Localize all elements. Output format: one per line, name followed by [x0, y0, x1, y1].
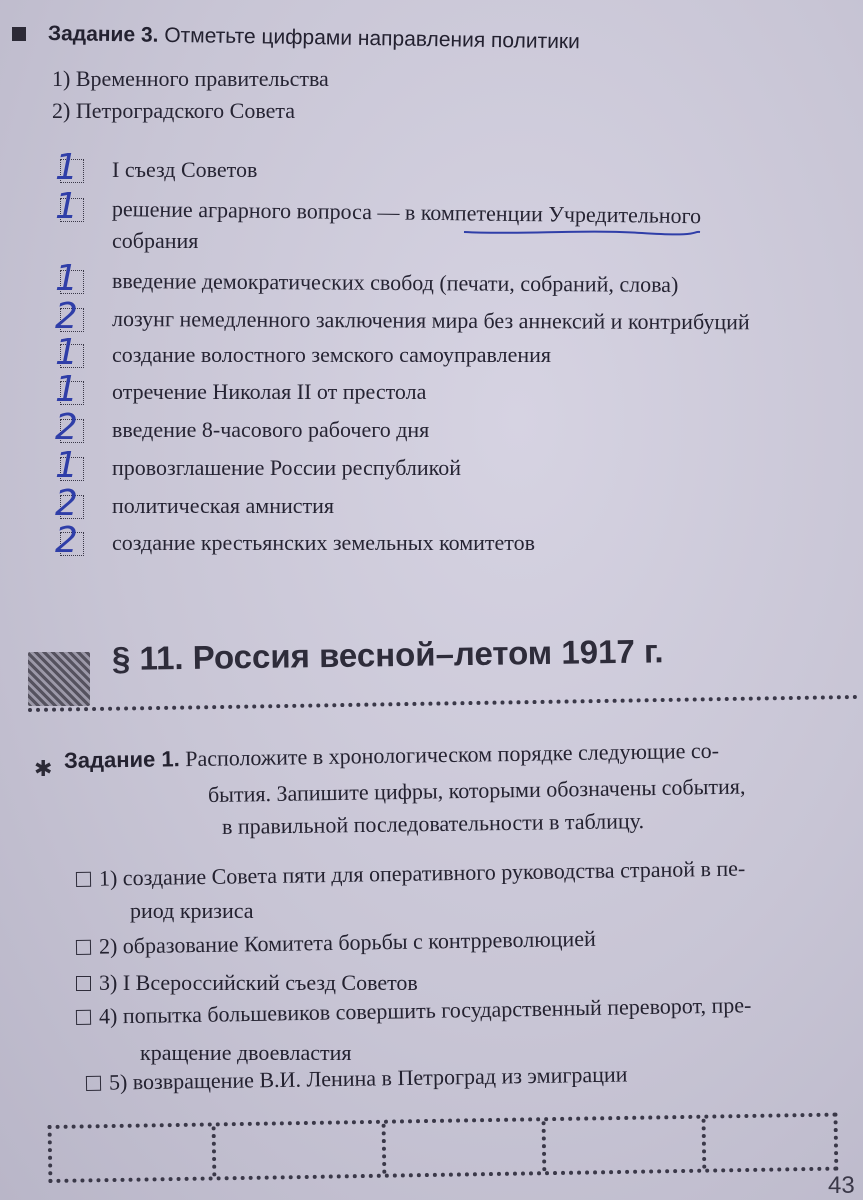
- task3-option-1: 1) Временного правительства: [52, 66, 329, 91]
- event-item: [76, 855, 746, 892]
- task3-prompt: Отметьте цифрами направления политики: [164, 23, 581, 54]
- event-item: [76, 926, 596, 960]
- task1-heading: [64, 738, 719, 774]
- task1-line2: бытия. Запишите цифры, которыми обозначены события,: [207, 773, 746, 807]
- event-checkbox[interactable]: [76, 940, 91, 955]
- task3-item-text: провозглашение России республикой: [112, 455, 461, 480]
- event-text: 5) возвращение В.И. Ленина в Петроград из эмиграции: [108, 1061, 628, 1095]
- handwritten-mark: 2: [55, 407, 78, 448]
- section-title: § 11. Россия весной–летом 1917 г.: [111, 632, 664, 677]
- answer-box[interactable]: [55, 332, 84, 373]
- task3-item-text: отречение Николая II от престола: [112, 379, 427, 404]
- section-emblem-icon: [28, 652, 90, 706]
- event-item: [76, 970, 418, 996]
- event-text: 2) образование Комитета борьбы с контрреволюцией: [98, 925, 596, 959]
- task3-item-text: I съезд Советов: [112, 157, 258, 182]
- answer-box[interactable]: [55, 407, 84, 448]
- answer-box[interactable]: [55, 147, 84, 188]
- handwritten-mark: 1: [55, 186, 78, 227]
- event-checkbox[interactable]: [86, 1076, 101, 1091]
- answer-box[interactable]: [55, 258, 84, 299]
- answer-box[interactable]: [55, 445, 84, 486]
- answer-cell-divider: [702, 1119, 707, 1169]
- event-text: 1) создание Совета пяти для оперативного руководства страной в пе-: [98, 855, 746, 891]
- answer-box[interactable]: [55, 296, 84, 337]
- task3-item-text: введение демократических свобод (печати, собраний, слова): [111, 268, 679, 297]
- answer-box[interactable]: [55, 369, 84, 410]
- section-divider: [28, 695, 858, 712]
- handwritten-mark: 1: [55, 147, 78, 188]
- event-item: [76, 992, 752, 1030]
- task3-item-text-cont: собрания: [112, 228, 199, 253]
- task3-item-text: политическая амнистия: [112, 493, 335, 518]
- page-number: 43: [828, 1172, 855, 1199]
- handwritten-mark: 1: [55, 445, 78, 486]
- answer-box[interactable]: [55, 483, 84, 524]
- handwritten-mark: 2: [55, 520, 78, 561]
- event-item: [86, 1061, 628, 1096]
- answer-table: [48, 1113, 839, 1183]
- handwritten-mark: 2: [55, 483, 78, 524]
- task3-item-text: создание волостного земского самоуправления: [112, 342, 552, 367]
- event-text-cont: кращение двоевластия: [140, 1040, 352, 1065]
- task-bullet-square: [12, 27, 26, 41]
- answer-box[interactable]: [55, 186, 84, 227]
- answer-cell-divider: [382, 1124, 387, 1174]
- event-text-cont: риод кризиса: [130, 898, 254, 923]
- task3-item-text: лозунг немедленного заключения мира без аннексий и контрибуций: [111, 306, 750, 335]
- answer-cell-divider: [542, 1121, 547, 1171]
- task3-option-2: 2) Петроградского Совета: [52, 98, 295, 123]
- answer-box[interactable]: [55, 520, 84, 561]
- handwritten-mark: 1: [55, 369, 78, 410]
- event-checkbox[interactable]: [76, 872, 91, 887]
- asterisk-icon: ✱: [34, 757, 53, 782]
- handwritten-mark: 2: [55, 296, 78, 337]
- event-text: 4) попытка большевиков совершить государственный переворот, пре-: [98, 992, 752, 1029]
- event-checkbox[interactable]: [76, 976, 91, 991]
- answer-cell-divider: [212, 1126, 217, 1176]
- pen-underline: [462, 226, 702, 238]
- task1-line3: в правильной последовательности в таблицу.: [221, 808, 645, 839]
- task3-item-text: введение 8-часового рабочего дня: [112, 417, 430, 442]
- task3-item-text: создание крестьянских земельных комитетов: [112, 530, 536, 555]
- handwritten-mark: 1: [55, 258, 78, 299]
- task1-label: Задание 1.: [63, 746, 180, 773]
- task1-line1: Расположите в хронологическом порядке следующие со-: [185, 737, 720, 772]
- handwritten-mark: 1: [55, 332, 78, 373]
- task3-label: Задание 3.: [47, 22, 159, 47]
- event-text: 3) I Всероссийский съезд Советов: [99, 970, 418, 995]
- task3-heading: [48, 22, 580, 54]
- task3-item-text: решение аграрного вопроса — в компетенции Учредительного: [111, 196, 702, 229]
- event-checkbox[interactable]: [76, 1010, 91, 1025]
